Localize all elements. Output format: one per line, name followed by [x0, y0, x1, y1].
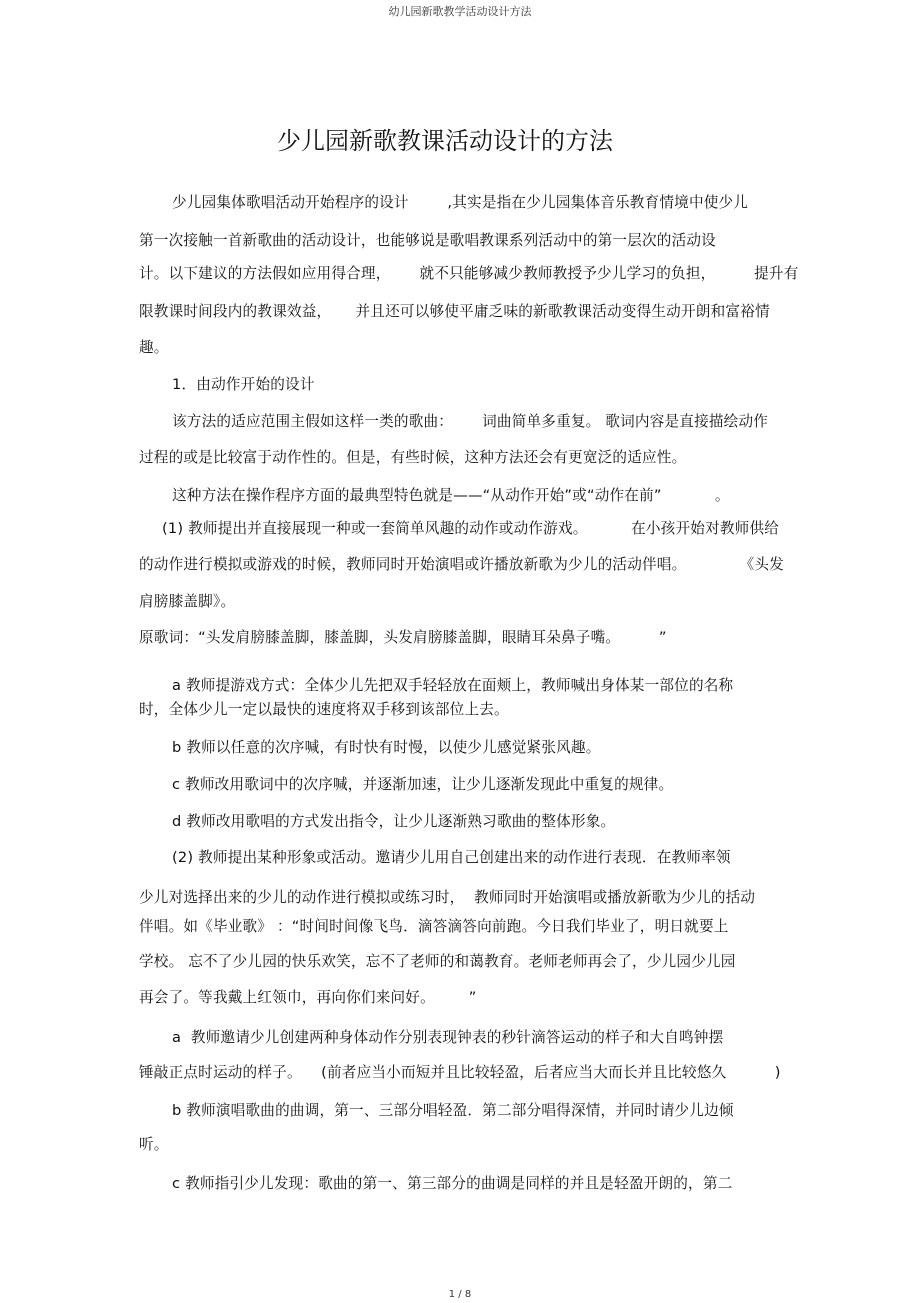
paragraph-line: 原歌词：“头发肩膀膝盖脚，膝盖脚，头发肩膀膝盖脚，眼睛耳朵鼻子嘴。 ”: [139, 629, 667, 646]
page-number: 1 / 8: [448, 1289, 472, 1300]
paragraph-line: 听。: [139, 1136, 169, 1153]
paragraph-line: c 教师改用歌词中的次序喊，并逐渐加速，让少儿逐渐发现此中重复的规律。: [172, 776, 674, 793]
paragraph-line: 第一次接触一首新歌曲的活动设计，也能够说是歌唱教课系列活动中的第一层次的活动设: [139, 232, 716, 249]
page-title: 少儿园新歌教课活动设计的方法: [277, 127, 613, 155]
document-header: 幼儿园新歌教学活动设计方法: [388, 5, 532, 18]
paragraph-line: 这种方法在操作程序方面的最典型特色就是——“从动作开始”或“动作在前” 。: [172, 487, 730, 504]
paragraph-line: c 教师指引少儿发现：歌曲的第一、第三部分的曲调是同样的并且是轻盈开朗的，第二: [172, 1175, 733, 1192]
paragraph-line: 再会了。等我戴上红领巾，再向你们来问好。 ”: [139, 989, 477, 1006]
paragraph-line: 限教课时间段内的教课效益， 并且还可以够使平庸乏味的新歌教课活动变得生动开朗和富裕情: [139, 303, 770, 320]
paragraph-line: d 教师改用歌唱的方式发出指令，让少儿逐渐熟习歌曲的整体形象。: [172, 813, 616, 830]
paragraph-line: 肩膀膝盖脚》。: [139, 593, 236, 610]
paragraph-line: 计。以下建议的方法假如应用得合理， 就不只能够减少教师教授予少儿学习的负担， 提升有: [139, 265, 799, 282]
paragraph-line: b 教师演唱歌曲的曲调，第一、三部分唱轻盈．第二部分唱得深情，并同时请少儿边倾: [172, 1102, 734, 1119]
paragraph-line: a 教师提游戏方式：全体少儿先把双手轻轻放在面颊上，教师喊出身体某一部位的名称: [172, 677, 734, 694]
paragraph-line: 学校。 忘不了少儿园的快乐欢笑，忘不了老师的和蔼教育。老师老师再会了，少儿园少儿园: [139, 953, 736, 970]
paragraph-line: 时，全体少儿一定以最快的速度将双手移到该部位上去。: [139, 701, 509, 718]
paragraph-line: (2) 教师提出某种形象或活动。邀请少儿用自己创建出来的动作进行表现．在教师率领: [172, 849, 731, 866]
paragraph-line: 的动作进行模拟或游戏的时候，教师同时开始演唱或许播放新歌为少儿的活动伴唱。 《头发: [139, 556, 784, 573]
paragraph-line: 该方法的适应范围主假如这样一类的歌曲： 词曲简单多重复。 歌词内容是直接描绘动作: [172, 413, 769, 430]
paragraph-line: 少儿园集体歌唱活动开始程序的设计 ,其实是指在少儿园集体音乐教育情境中使少儿: [172, 194, 749, 211]
paragraph-line: 1．由动作开始的设计: [172, 376, 315, 393]
paragraph-line: 趣。: [139, 339, 169, 356]
paragraph-line: 过程的或是比较富于动作性的。但是，有些时候，这种方法还会有更宽泛的适应性。: [139, 449, 687, 466]
paragraph-line: b 教师以任意的次序喊，有时快有时慢，以使少儿感觉紧张风趣。: [172, 739, 601, 756]
paragraph-line: 锤敲正点时运动的样子。 (前者应当小而短并且比较轻盈，后者应当大而长并且比较悠久 ): [139, 1064, 781, 1081]
paragraph-line: a 教师邀请少儿创建两种身体动作分别表现钟表的秒针滴答运动的样子和大自鸣钟摆: [172, 1029, 724, 1046]
paragraph-line: 伴唱。如《毕业歌》 ：“时间时间像飞鸟．滴答滴答向前跑。今日我们毕业了，明日就要上: [139, 918, 729, 935]
paragraph-line: (1) 教师提出并直接展现一种或一套简单风趣的动作或动作游戏。 在小孩开始对教师供给: [162, 520, 780, 537]
paragraph-line: 少儿对选择出来的少儿的动作进行模拟或练习时， 教师同时开始演唱或播放新歌为少儿的括动: [139, 889, 756, 906]
